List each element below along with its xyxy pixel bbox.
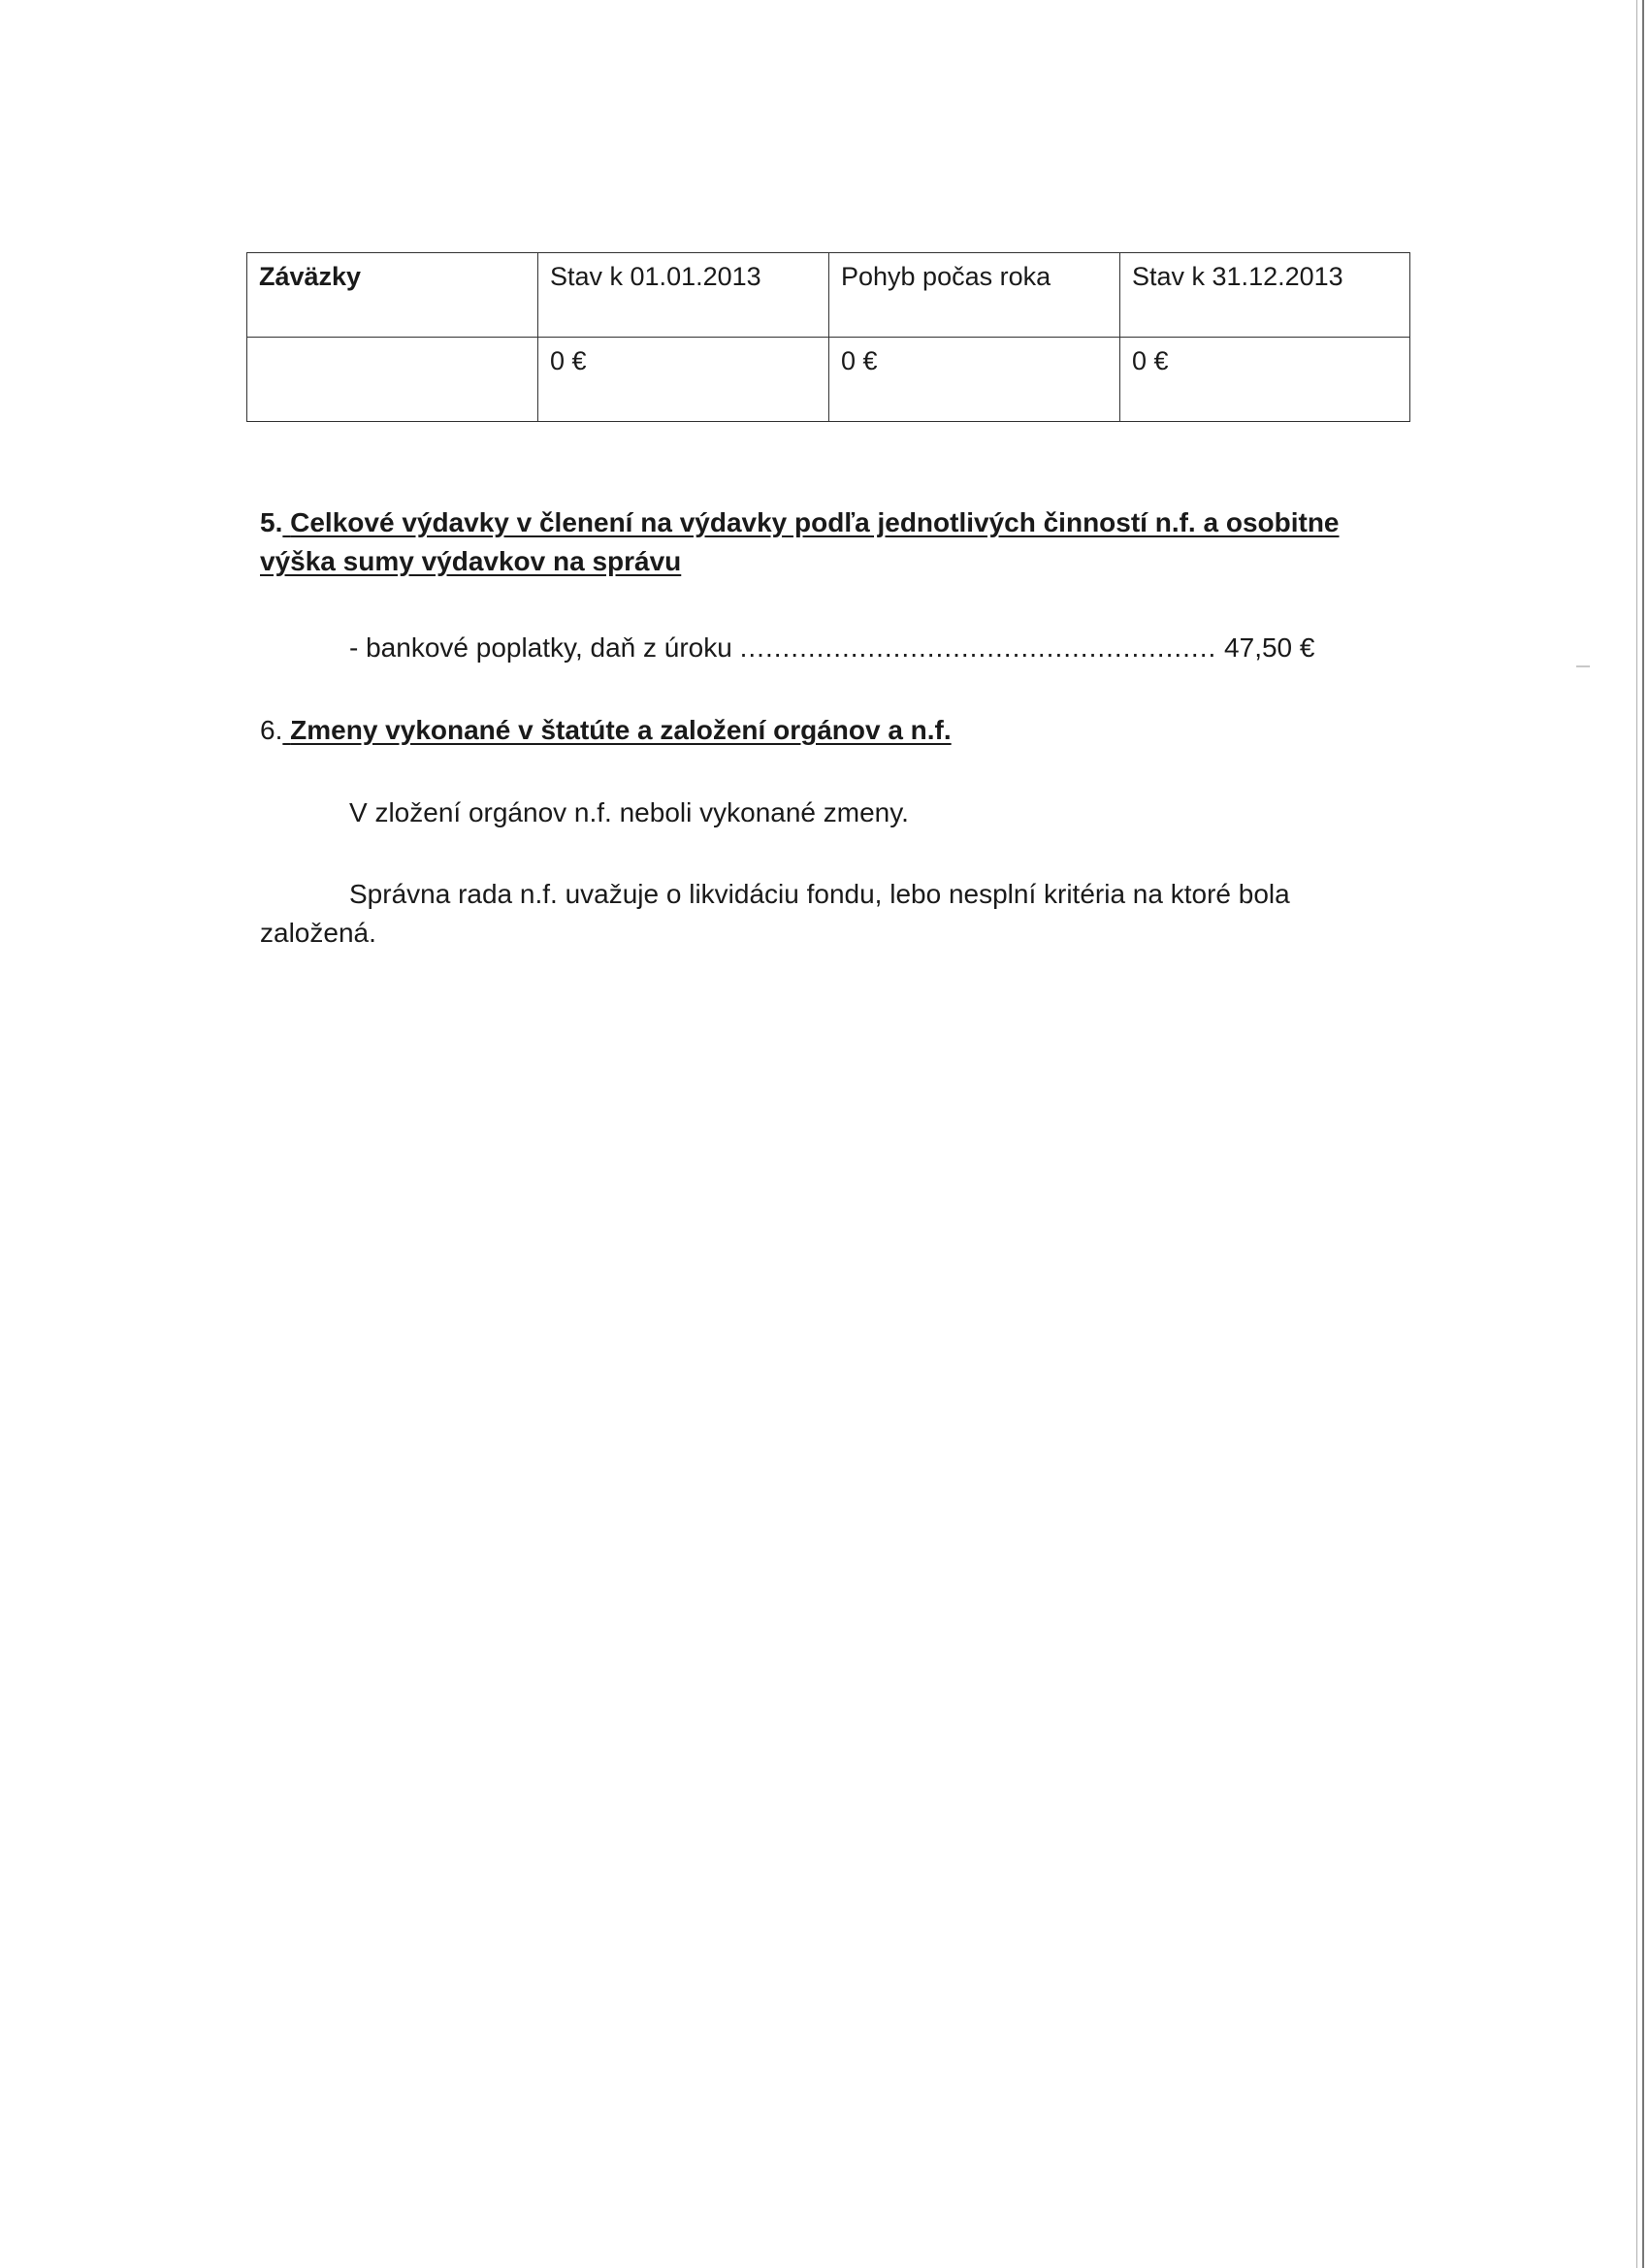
expense-item-dots: ........................................................ <box>739 632 1217 663</box>
scan-edge <box>1642 0 1644 2268</box>
table-header-row <box>247 253 1410 338</box>
value-cell-movement: 0 € <box>829 338 1120 422</box>
header-cell-end-balance: Stav k 31.12.2013 <box>1120 253 1410 338</box>
header-cell-movement: Pohyb počas roka <box>829 253 1120 338</box>
value-cell-end-balance: 0 € <box>1120 338 1410 422</box>
expense-item <box>349 629 1314 667</box>
section-5-heading <box>260 503 1414 581</box>
scan-speck <box>1576 665 1590 667</box>
liabilities-table <box>246 252 1410 422</box>
section-6-paragraph-2: Správna rada n.f. uvažuje o likvidáciu fondu, lebo nesplní kritéria na ktoré bola založená. <box>260 879 1290 948</box>
expense-item-label: - bankové poplatky, daň z úroku <box>349 632 732 663</box>
expense-item-value: 47,50 € <box>1224 632 1315 663</box>
header-cell-liabilities: Záväzky <box>247 253 538 338</box>
section-6-number: 6. <box>260 715 283 745</box>
section-6-paragraph-1: V zložení orgánov n.f. neboli vykonané zmeny. <box>349 797 909 827</box>
section-6-heading <box>260 711 1414 750</box>
scan-edge <box>1636 0 1637 2268</box>
section-5-number: 5. <box>260 507 283 537</box>
value-cell-start-balance: 0 € <box>538 338 829 422</box>
section-6-title: Zmeny vykonané v štatúte a založení orgánov a n.f. <box>290 715 952 745</box>
value-cell-label <box>247 338 538 422</box>
header-cell-start-balance: Stav k 01.01.2013 <box>538 253 829 338</box>
section-5-title: Celkové výdavky v členení na výdavky podľa jednotlivých činností n.f. a osobitne výška sumy výdavkov na správu <box>260 507 1340 576</box>
table-row <box>247 338 1410 422</box>
